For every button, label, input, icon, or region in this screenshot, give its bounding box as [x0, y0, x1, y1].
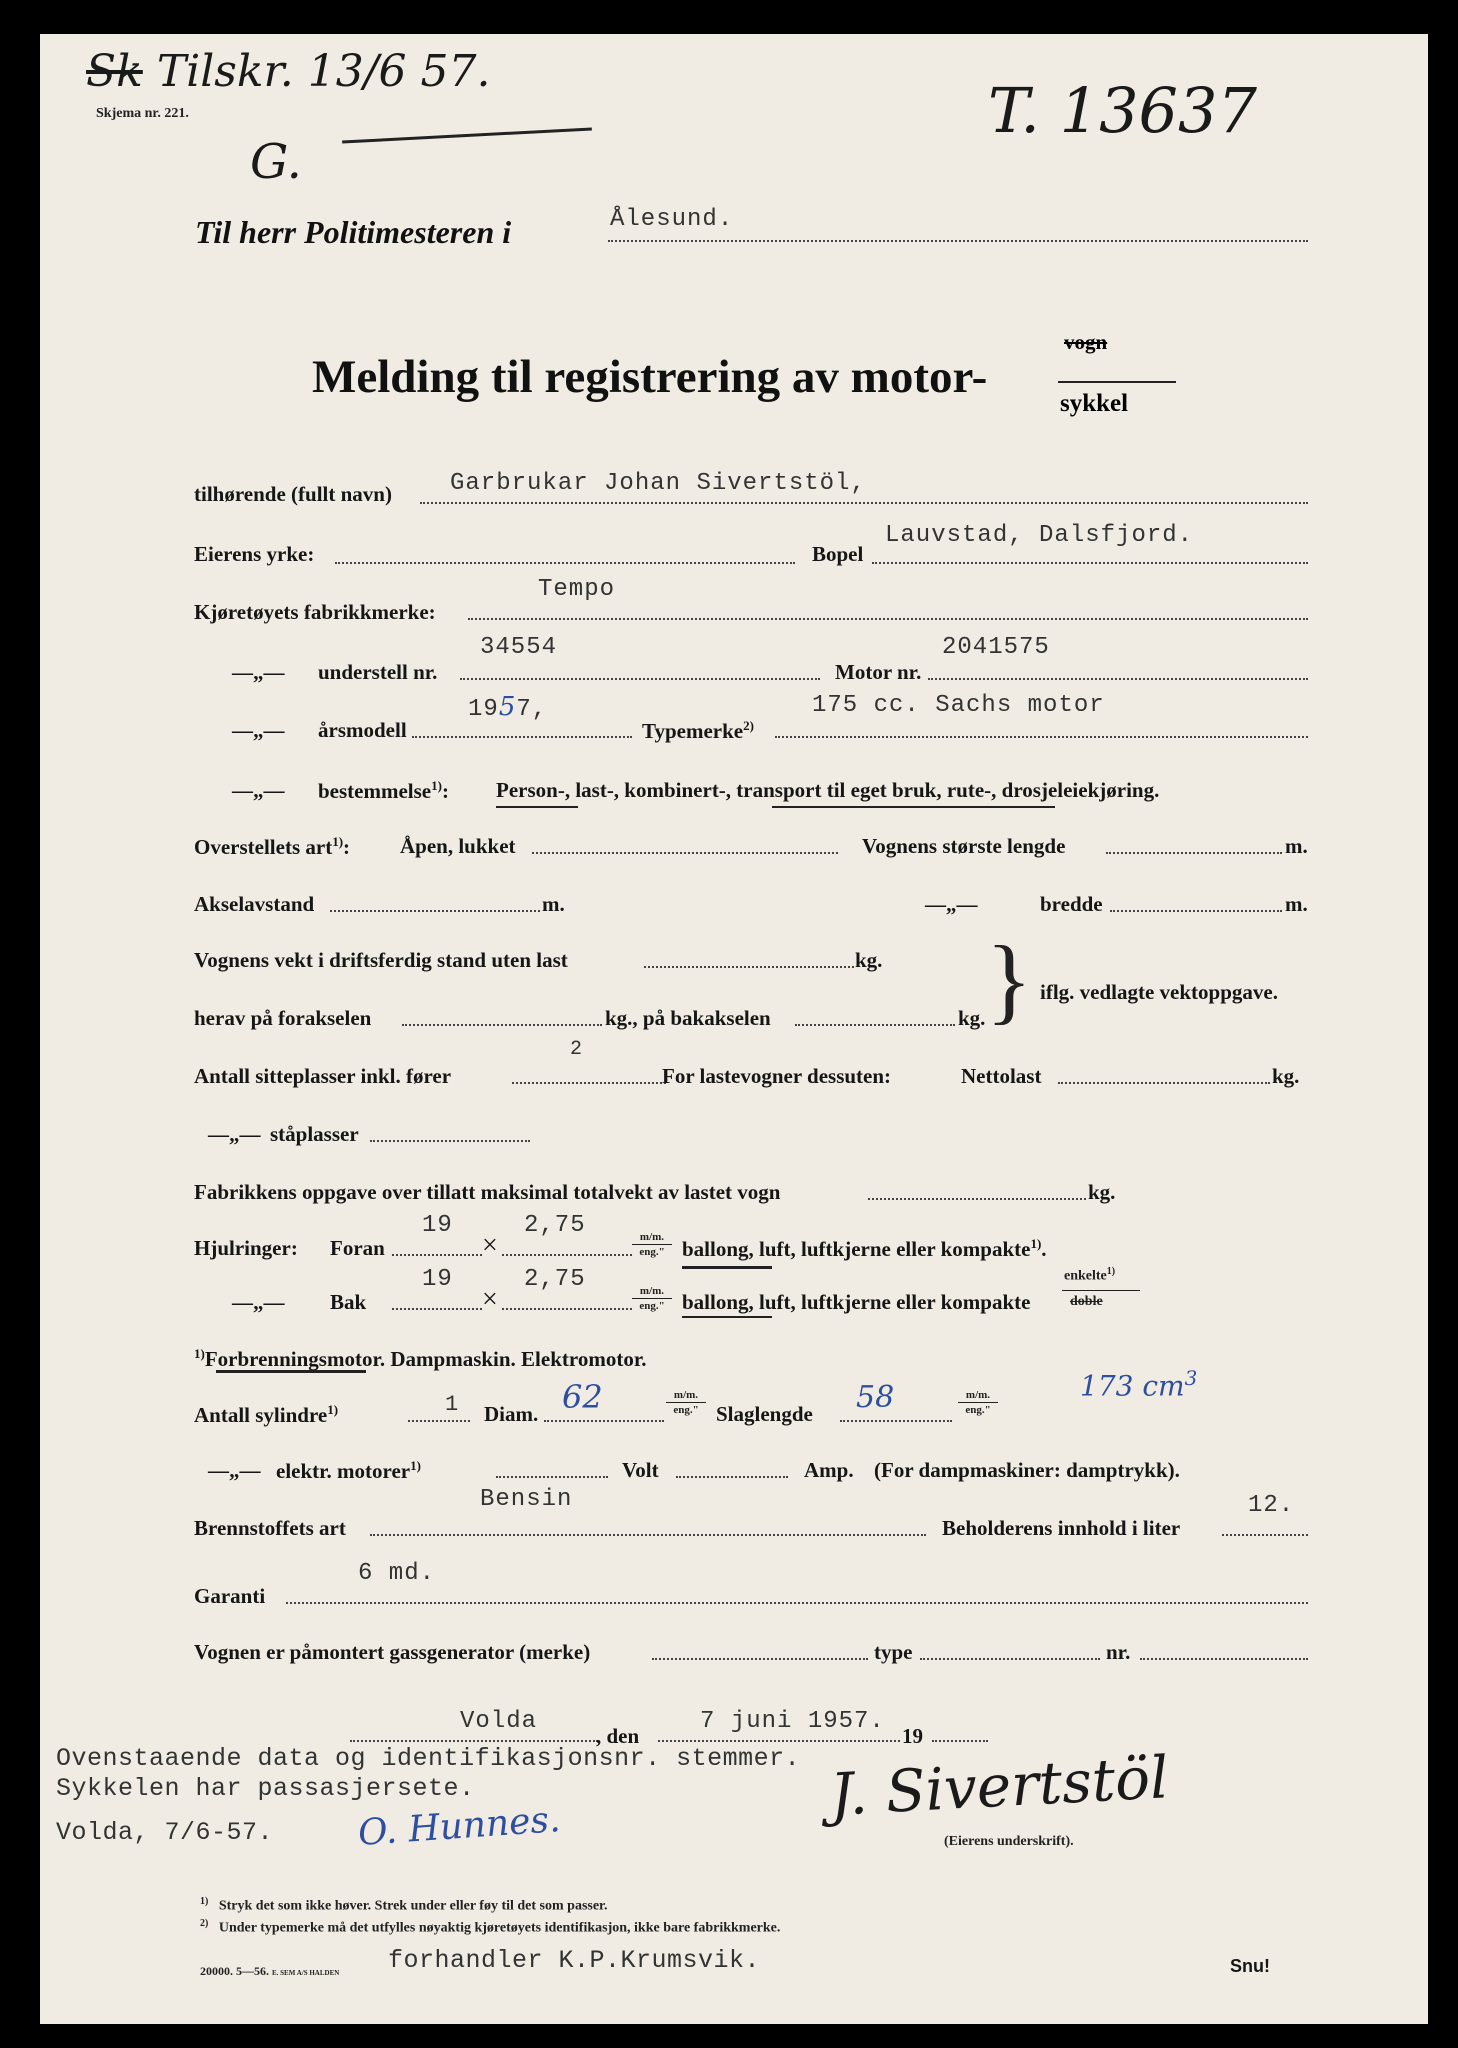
- signing-date: 7 juni 1957.: [700, 1708, 885, 1735]
- electric-motors-label: [276, 1458, 421, 1484]
- dots: [408, 1420, 470, 1422]
- owner-label: tilhørende (fullt navn): [194, 482, 392, 506]
- occupation-label: Eierens yrke:: [194, 542, 315, 566]
- dots: [286, 1602, 1308, 1604]
- police-district: Ålesund.: [610, 206, 734, 233]
- weight-label: Vognens vekt i driftsferdig stand uten last: [194, 948, 568, 972]
- dots: [932, 1740, 988, 1742]
- times-sign: ×: [482, 1230, 498, 1261]
- underline-forbrenning: [216, 1370, 366, 1373]
- model-year-digit: 5: [498, 692, 517, 722]
- front-tyre-type-text: ballong, luft, luftkjerne eller kompakte: [682, 1237, 1031, 1261]
- dots: [402, 1024, 602, 1026]
- warranty-value: 6 md.: [358, 1560, 436, 1587]
- dots: [928, 678, 1308, 680]
- addressee-label: Til herr Politimesteren i: [195, 214, 512, 250]
- engine-number-value: 2041575: [942, 634, 1050, 661]
- body-type-options: Åpen, lukket: [400, 834, 516, 858]
- body-type-label: Overstellets art$^{1)}$:: [194, 834, 351, 859]
- displacement-sup: 3: [1184, 1366, 1198, 1390]
- gas-number-label: nr.: [1106, 1640, 1131, 1664]
- gas-generator-label: Vognen er påmontert gassgenerator (merke): [194, 1640, 591, 1664]
- purpose-label-text: bestemmelse: [318, 779, 432, 803]
- schema-number: Skjema nr. 221.: [96, 106, 189, 121]
- print-run: 20000. 5—56.: [200, 1964, 269, 1978]
- unit-mm: m/m.: [666, 1388, 706, 1403]
- unit-kg: kg.: [1088, 1180, 1116, 1204]
- footnote-mark: 2): [200, 1918, 209, 1929]
- max-length-label: Vognens største lengde: [862, 834, 1066, 858]
- ditto-mark: —„—: [208, 1458, 261, 1482]
- rear-axle-label: kg., på bakakselen: [605, 1006, 771, 1030]
- front-tyre-rim: 19: [422, 1212, 453, 1239]
- year-prefix: 19: [902, 1724, 923, 1748]
- unit-eng: eng.": [639, 1300, 665, 1312]
- unit-mm: m/m.: [958, 1388, 998, 1403]
- stroke-label: Slaglengde: [716, 1402, 813, 1426]
- amp-label: Amp.: [804, 1458, 854, 1482]
- cylinders-value: 1: [445, 1392, 460, 1417]
- verification-line-1: Ovenstaaende data og identifikasjonsnr. stemmer.: [56, 1744, 801, 1773]
- displacement-text: 173 cm: [1080, 1369, 1185, 1403]
- steam-pressure-label: (For dampmaskiner: damptrykk).: [874, 1458, 1180, 1482]
- width-label: bredde: [1040, 892, 1103, 916]
- turn-over-note: Snu!: [1230, 1956, 1270, 1976]
- title-sykkel: sykkel: [1060, 390, 1129, 417]
- unit-eng: eng.": [965, 1404, 991, 1416]
- rear-tyre-type: ballong, luft, luftkjerne eller kompakte: [682, 1290, 1031, 1314]
- ditto-mark: —„—: [925, 892, 978, 916]
- dots: [1140, 1658, 1308, 1660]
- unit-eng: eng.": [639, 1246, 665, 1258]
- footnote-mark: 1): [332, 834, 344, 849]
- single-label: [1064, 1266, 1115, 1285]
- handwritten-initial: G.: [250, 134, 302, 190]
- brace: }: [986, 926, 1033, 1033]
- title-vogn: vogn: [1064, 330, 1108, 354]
- printer-name: E. SEM A/S HALDEN: [272, 1969, 340, 1977]
- dots: [370, 1534, 926, 1536]
- owner-value: Garbrukar Johan Sivertstöl,: [450, 470, 866, 497]
- residence-label: Bopel: [812, 542, 864, 566]
- signing-place: Volda: [460, 1708, 538, 1735]
- fuel-label: Brennstoffets art: [194, 1516, 346, 1540]
- dots: [1222, 1534, 1308, 1536]
- ditto-mark: —„—: [208, 1122, 261, 1146]
- model-year-suffix: 7,: [516, 696, 548, 723]
- make-value: Tempo: [538, 576, 616, 603]
- printer-mark: [200, 1964, 339, 1979]
- page-title: Melding til registrering av motor-: [312, 351, 988, 403]
- front-label: Foran: [330, 1236, 385, 1260]
- footnote-mark: 1): [327, 1402, 339, 1417]
- body-type-label-text: Overstellets art: [194, 835, 333, 859]
- owner-signature-label: (Eierens underskrift).: [944, 1834, 1074, 1849]
- type-value: 175 cc. Sachs motor: [812, 692, 1105, 719]
- seats-label: Antall sitteplasser inkl. fører: [194, 1064, 452, 1088]
- dots: [468, 618, 1308, 620]
- footnote-mark: 2): [743, 718, 754, 733]
- verification-line-2: Sykkelen har passasjersete.: [56, 1774, 475, 1803]
- unit-mm-eng: [632, 1284, 672, 1313]
- unit-mm: m/m.: [632, 1284, 672, 1299]
- dealer-note: forhandler K.P.Krumsvik.: [388, 1946, 761, 1975]
- footnote-mark: 1): [200, 1896, 209, 1907]
- tank-value: 12.: [1248, 1492, 1295, 1519]
- tank-label: Beholderens innhold i liter: [942, 1516, 1181, 1540]
- dots: [868, 1198, 1086, 1200]
- title-fraction-line: [1058, 381, 1176, 383]
- fuel-value: Bensin: [480, 1486, 573, 1513]
- bore-label: Diam.: [484, 1402, 539, 1426]
- footnote-1-text: Stryk det som ikke høver. Strek under eller føy til det som passer.: [218, 1898, 608, 1914]
- unit-m: m.: [1285, 892, 1308, 916]
- tyres-label: Hjulringer:: [194, 1236, 298, 1260]
- dots: [775, 736, 1308, 738]
- engine-kind-text: Forbrenningsmotor. Dampmaskin. Elektromotor.: [204, 1347, 647, 1371]
- underline-person: [496, 806, 578, 808]
- rear-tyre-width: 2,75: [524, 1266, 586, 1293]
- dots: [502, 1254, 632, 1256]
- model-year-label: årsmodell: [318, 718, 407, 742]
- front-axle-label: herav på forakselen: [194, 1006, 372, 1030]
- bore-value: 62: [562, 1378, 603, 1416]
- dots: [496, 1476, 608, 1478]
- residence-value: Lauvstad, Dalsfjord.: [885, 522, 1194, 549]
- fraction-line: [1062, 1290, 1140, 1291]
- footnote-mark: 1): [1030, 1236, 1042, 1251]
- engine-number-label: Motor nr.: [835, 660, 922, 684]
- ditto-mark: —„—: [232, 660, 285, 684]
- purpose-label: bestemmelse$^{1)}$:: [318, 778, 449, 803]
- top-note-text: Tilskr. 13/6 57.: [156, 46, 491, 97]
- dots: [412, 736, 632, 738]
- footnote-mark: 1): [194, 1346, 205, 1361]
- reference-number: T. 13637: [988, 74, 1257, 147]
- model-year-value: [468, 692, 547, 723]
- engine-kind-line: [194, 1346, 646, 1372]
- cylinders-label: [194, 1402, 338, 1428]
- wheelbase-label: Akselavstand: [194, 892, 315, 916]
- unit-kg: kg.: [1272, 1064, 1300, 1088]
- date-label: , den: [596, 1724, 640, 1748]
- unit-kg: kg.: [855, 948, 883, 972]
- dots: [872, 562, 1308, 564]
- struck-word: Sk: [86, 46, 143, 97]
- underline-ballong: [682, 1266, 772, 1269]
- dots: [460, 678, 820, 680]
- rear-tyre-rim: 19: [422, 1266, 453, 1293]
- unit-mm-eng: [958, 1388, 998, 1417]
- footnote-mark: 1): [410, 1458, 421, 1473]
- footnote-mark: 1): [1106, 1266, 1116, 1277]
- purpose-options: Person-, last-, kombinert-, transport til eget bruk, rute-, drosjeleiekjøring.: [496, 778, 1160, 802]
- weight-note: iflg. vedlagte vektoppgave.: [1040, 980, 1278, 1004]
- dots: [502, 1308, 632, 1310]
- rear-label: Bak: [330, 1290, 367, 1314]
- dots: [840, 1420, 952, 1422]
- unit-eng: eng.": [673, 1404, 699, 1416]
- handwritten-underline: [342, 127, 592, 143]
- ditto-mark: —„—: [232, 718, 285, 742]
- times-sign: ×: [482, 1284, 498, 1315]
- verification-line-3: Volda, 7/6-57.: [56, 1818, 274, 1847]
- dots: [392, 1254, 482, 1256]
- dots: [370, 1140, 530, 1142]
- double-label-struck: doble: [1070, 1294, 1103, 1309]
- dots: [1058, 1082, 1270, 1084]
- displacement-value: [1080, 1366, 1197, 1402]
- dots: [532, 852, 838, 854]
- unit-m: m.: [1285, 834, 1308, 858]
- net-load-label: Nettolast: [961, 1064, 1042, 1088]
- footnote-2-text: Under typemerke må det utfylles nøyaktig kjøretøyets identifikasjon, ikke bare fabrikkmerke.: [218, 1920, 781, 1936]
- type-label-text: Typemerke: [642, 719, 744, 743]
- dots: [392, 1308, 482, 1310]
- police-signature: O. Hunnes.: [356, 1798, 562, 1855]
- footnote-2: [200, 1918, 780, 1937]
- gas-type-label: type: [874, 1640, 913, 1664]
- stroke-value: 58: [856, 1380, 895, 1415]
- dots: [330, 910, 540, 912]
- dots: [350, 1740, 598, 1742]
- dots: [795, 1024, 955, 1026]
- single-label-text: enkelte: [1064, 1268, 1107, 1284]
- warranty-label: Garanti: [194, 1584, 266, 1608]
- underline-transport: [772, 806, 1055, 808]
- dots: [1106, 852, 1282, 854]
- make-label: Kjøretøyets fabrikkmerke:: [194, 600, 436, 624]
- electric-motors-label-text: elektr. motorer: [276, 1459, 411, 1483]
- footnote-mark: 1): [431, 778, 442, 793]
- owner-signature: J. Sivertstöl: [828, 1743, 1171, 1829]
- handwritten-top-note: [86, 46, 491, 97]
- ditto-mark: —„—: [232, 1290, 285, 1314]
- dots: [644, 966, 854, 968]
- front-tyre-type: ballong, luft, luftkjerne eller kompakte$^{1)}$.: [682, 1236, 1047, 1261]
- front-tyre-width: 2,75: [524, 1212, 586, 1239]
- dots: [920, 1658, 1100, 1660]
- dots: [608, 240, 1308, 242]
- dots: [335, 562, 795, 564]
- chassis-value: 34554: [480, 634, 558, 661]
- dots: [1110, 910, 1282, 912]
- type-label: [642, 718, 754, 744]
- dots: [512, 1082, 666, 1084]
- dots: [676, 1476, 788, 1478]
- model-year-prefix: 19: [468, 696, 499, 723]
- unit-kg: kg.: [958, 1006, 986, 1030]
- dots: [652, 1658, 868, 1660]
- unit-m: m.: [542, 892, 565, 916]
- volt-label: Volt: [622, 1458, 659, 1482]
- dots: [544, 1420, 664, 1422]
- unit-mm: m/m.: [632, 1230, 672, 1245]
- standing-label: ståplasser: [270, 1122, 359, 1146]
- footnote-1: [200, 1896, 607, 1915]
- total-weight-label: Fabrikkens oppgave over tillatt maksimal totalvekt av lastet vogn: [194, 1180, 781, 1204]
- dots: [658, 1740, 900, 1742]
- unit-mm-eng: [666, 1388, 706, 1417]
- form-sheet: [40, 34, 1428, 2024]
- truck-note-label: For lastevogner dessuten:: [662, 1064, 892, 1088]
- ditto-mark: —„—: [232, 778, 285, 802]
- unit-mm-eng: [632, 1230, 672, 1259]
- cylinders-label-text: Antall sylindre: [194, 1403, 328, 1427]
- chassis-label: understell nr.: [318, 660, 438, 684]
- seats-value: 2: [570, 1038, 584, 1061]
- dots: [420, 502, 1308, 504]
- underline-ballong: [682, 1316, 772, 1318]
- title-vogn-struck: [1064, 330, 1107, 355]
